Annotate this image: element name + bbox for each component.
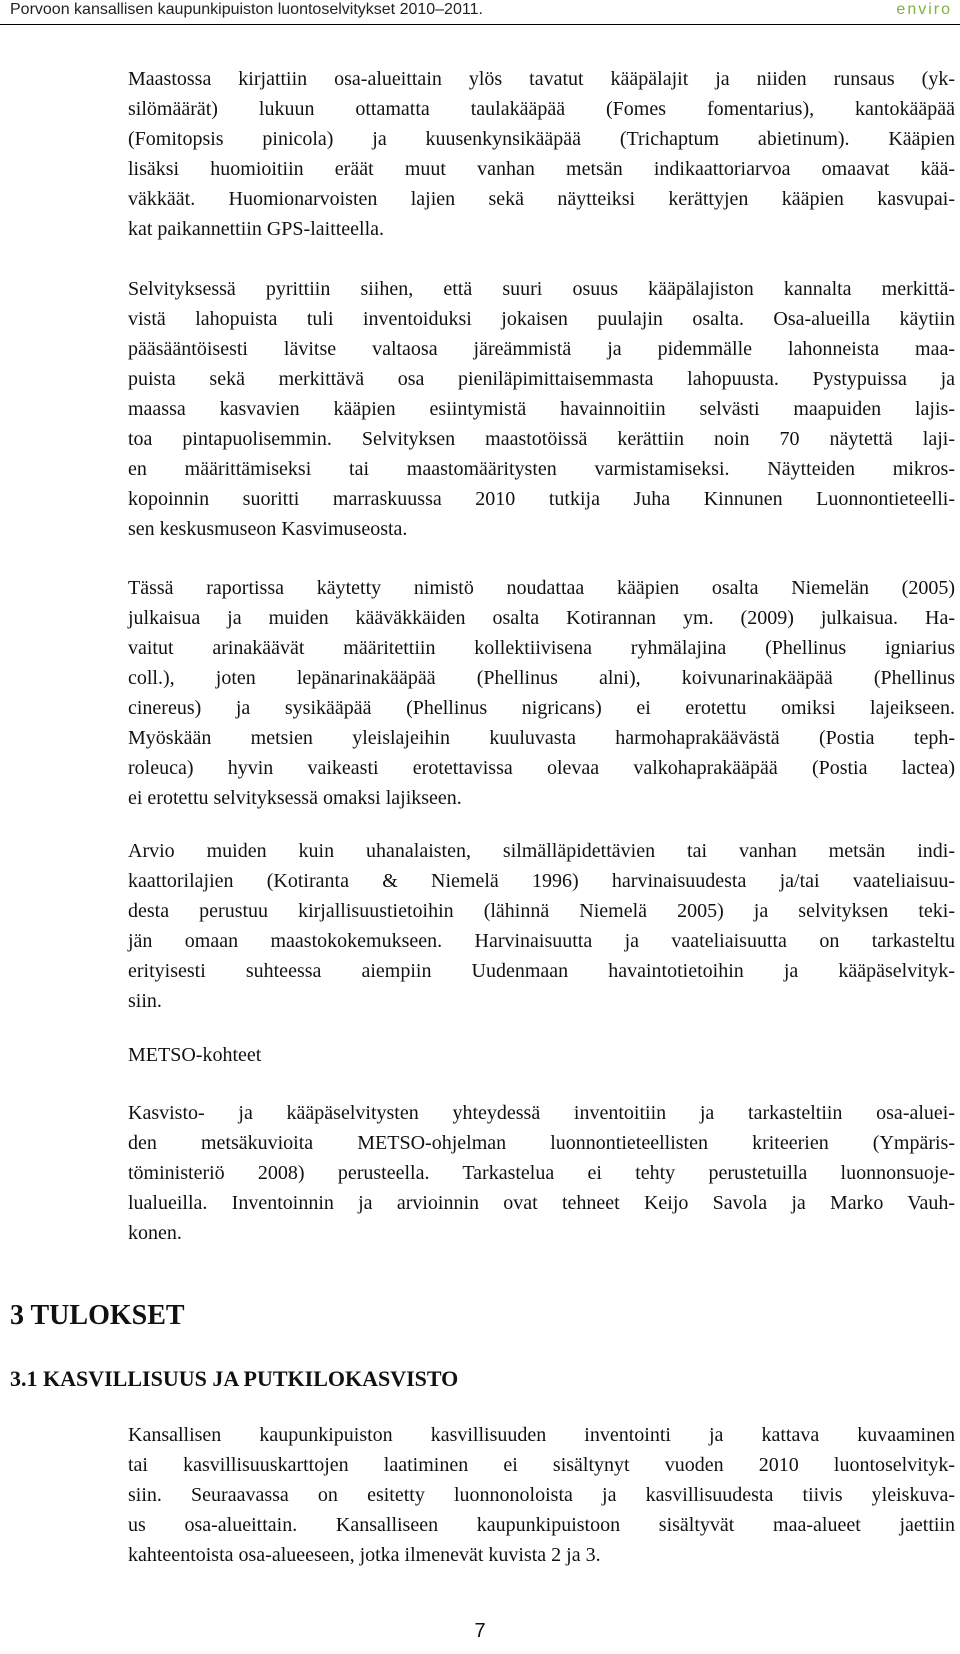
text-line: us osa-alueittain. Kansalliseen kaupunkipuistoon sisältyvät maa-alueet jaettiin bbox=[128, 1514, 955, 1536]
text-line: kat paikannettiin GPS-laitteella. bbox=[128, 218, 385, 240]
text-line: en määrittämiseksi tai maastomääritysten varmistamiseksi. Näytteiden mikros- bbox=[128, 458, 955, 480]
page-header bbox=[0, 0, 960, 30]
text-line: lualueilla. Inventoinnin ja arvioinnin ovat tehneet Keijo Savola ja Marko Vauh- bbox=[128, 1192, 955, 1214]
paragraph-nomenclature bbox=[128, 573, 955, 813]
text-line: väkkäät. Huomionarvoisten lajien sekä näytteiksi kerättyjen kääpien kasvupai- bbox=[128, 188, 955, 210]
section-heading-results: 3 TULOKSET bbox=[10, 1300, 185, 1331]
text-line: maassa kasvavien kääpien esiintymistä havainnoitiin selvästi maapuiden lajis- bbox=[128, 398, 955, 420]
text-line: toa pintapuolisemmin. Selvityksen maastotöissä kerättiin noin 70 näytettä laji- bbox=[128, 428, 955, 450]
paragraph-rarity-assessment bbox=[128, 836, 955, 1016]
text-line: cinereus) ja sysikääpää (Phellinus nigricans) ei erotettu omiksi lajeikseen. bbox=[128, 697, 955, 719]
running-header-title: Porvoon kansallisen kaupunkipuiston luontoselvitykset 2010–2011. bbox=[10, 1, 483, 18]
text-line: jän omaan maastokokemukseen. Harvinaisuutta ja vaateliaisuutta on tarkasteltu bbox=[128, 930, 955, 952]
paragraph-deadwood-inventory bbox=[128, 274, 955, 544]
text-line: puista sekä merkittävä osa pieniläpimittaisemmasta lahopuusta. Pystypuissa ja bbox=[128, 368, 955, 390]
text-line: Kasvisto- ja kääpäselvitysten yhteydessä inventoitiin ja tarkasteltiin osa-aluei- bbox=[128, 1102, 955, 1124]
text-line: den metsäkuvioita METSO-ohjelman luonnontieteellisten kriteerien (Ympäris- bbox=[128, 1132, 955, 1154]
text-line: konen. bbox=[128, 1222, 182, 1244]
text-line: erityisesti suhteessa aiempiin Uudenmaan havaintotietoihin ja kääpäselvityk- bbox=[128, 960, 955, 982]
text-line: julkaisua ja muiden kääväkkäiden osalta Kotirannan ym. (2009) julkaisua. Ha- bbox=[128, 607, 955, 629]
paragraph-metso bbox=[128, 1098, 955, 1248]
text-line: Selvityksessä pyrittiin siihen, että suuri osuus kääpälajiston kannalta merkittä- bbox=[128, 278, 955, 300]
text-line: sen keskusmuseon Kasvimuseosta. bbox=[128, 518, 408, 540]
text-line: roleuca) hyvin vaikeasti erotettavissa olevaa valkohaprakääpää (Postia lactea) bbox=[128, 757, 955, 779]
metso-subheading: METSO-kohteet bbox=[128, 1044, 262, 1066]
text-line: tai kasvillisuuskarttojen laatiminen ei sisältynyt vuoden 2010 luontoselvityk- bbox=[128, 1454, 955, 1476]
enviro-logo: enviro bbox=[896, 1, 952, 18]
text-line: Arvio muiden kuin uhanalaisten, silmälläpidettävien tai vanhan metsän indi- bbox=[128, 840, 955, 862]
text-line: vaitut arinakäävät määritettiin kollektiivisena ryhmälajina (Phellinus igniarius bbox=[128, 637, 955, 659]
paragraph-vegetation bbox=[128, 1420, 955, 1570]
text-line: silömäärät) lukuun ottamatta taulakääpää (Fomes fomentarius), kantokääpää bbox=[128, 98, 955, 120]
page-number: 7 bbox=[474, 1620, 486, 1642]
text-line: Myöskään metsien yleislajeihin kuuluvasta harmohaprakäävästä (Postia teph- bbox=[128, 727, 955, 749]
text-line: kopoinnin suoritti marraskuussa 2010 tutkija Juha Kinnunen Luonnontieteelli- bbox=[128, 488, 955, 510]
text-line: Tässä raportissa käytetty nimistö noudattaa kääpien osalta Niemelän (2005) bbox=[128, 577, 955, 599]
text-line: pääsääntöisesti lävitse valtaosa järeämmistä ja pidemmälle lahonneista maa- bbox=[128, 338, 955, 360]
text-line: ei erotettu selvityksessä omaksi lajikseen. bbox=[128, 787, 462, 809]
text-line: Kansallisen kaupunkipuiston kasvillisuuden inventointi ja kattava kuvaaminen bbox=[128, 1424, 955, 1446]
text-line: kahteentoista osa-alueeseen, jotka ilmenevät kuvista 2 ja 3. bbox=[128, 1544, 601, 1566]
text-line: desta perustuu kirjallisuustietoihin (lähinnä Niemelä 2005) ja selvityksen teki- bbox=[128, 900, 955, 922]
text-line: coll.), joten lepänarinakääpää (Phellinus alni), koivunarinakääpää (Phellinus bbox=[128, 667, 955, 689]
text-line: vistä lahopuista tuli inventoiduksi jokaisen puulajin osalta. Osa-alueilla käytiin bbox=[128, 308, 955, 330]
text-line: siin. bbox=[128, 990, 162, 1012]
section-heading-vegetation: 3.1 KASVILLISUUS JA PUTKILOKASVISTO bbox=[10, 1366, 459, 1391]
text-line: töministeriö 2008) perusteella. Tarkastelua ei tehty perustetuilla luonnonsuoje- bbox=[128, 1162, 955, 1184]
text-line: Maastossa kirjattiin osa-alueittain ylös tavatut kääpälajit ja niiden runsaus (yk- bbox=[128, 68, 955, 90]
header-divider bbox=[0, 24, 960, 25]
paragraph-field-methods bbox=[128, 64, 955, 244]
text-line: lisäksi huomioitiin eräät muut vanhan metsän indikaattoriarvoa omaavat kää- bbox=[128, 158, 955, 180]
text-line: (Fomitopsis pinicola) ja kuusenkynsikääpää (Trichaptum abietinum). Kääpien bbox=[128, 128, 955, 150]
text-line: siin. Seuraavassa on esitetty luonnonoloista ja kasvillisuudesta tiivis yleiskuva- bbox=[128, 1484, 955, 1506]
text-line: kaattorilajien (Kotiranta & Niemelä 1996) harvinaisuudesta ja/tai vaateliaisuu- bbox=[128, 870, 955, 892]
